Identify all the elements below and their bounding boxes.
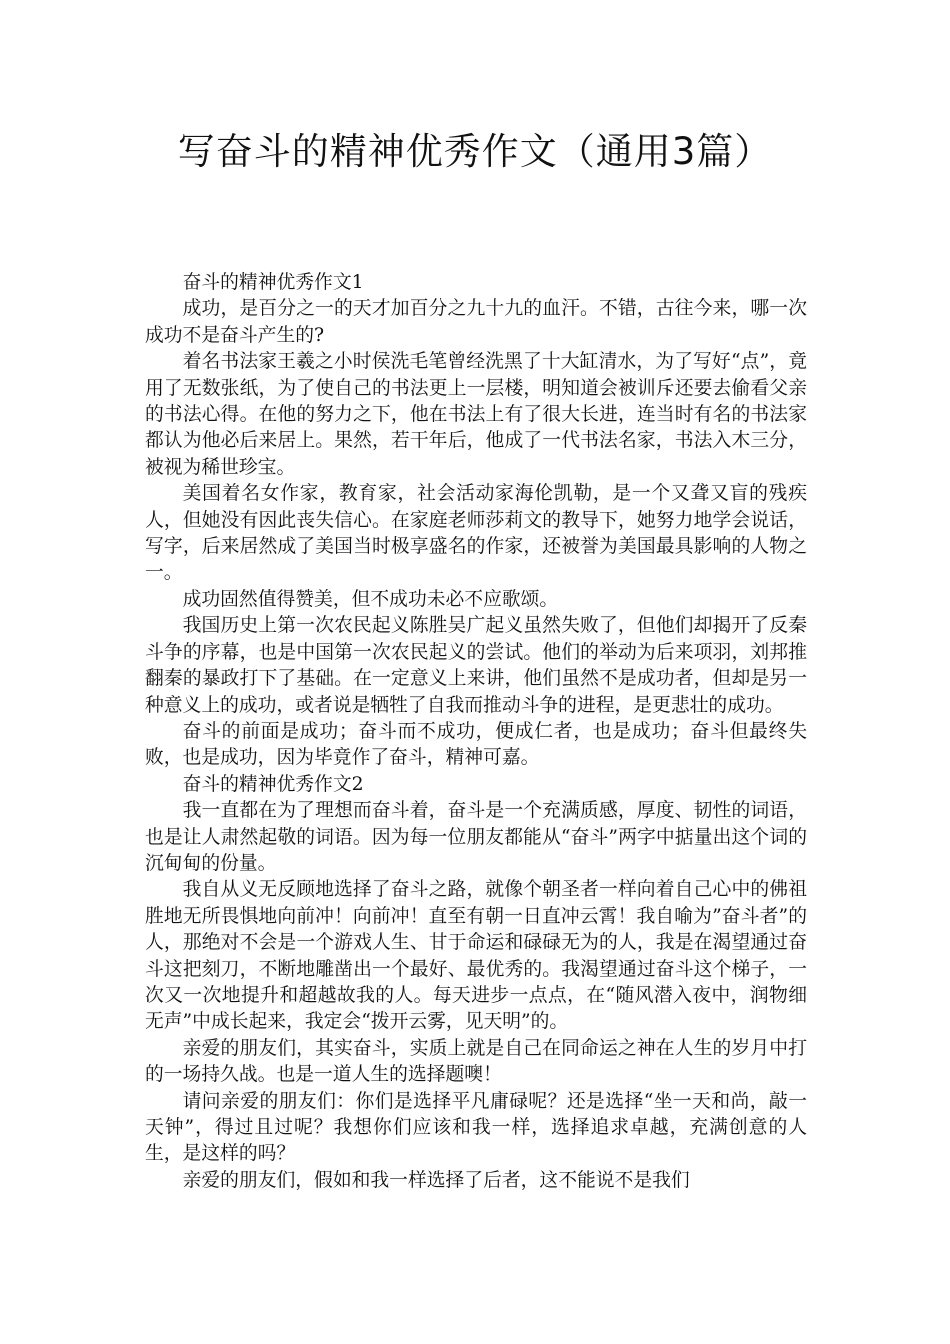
paragraph: 美国着名女作家，教育家，社会活动家海伦凯勒，是一个又聋又盲的残疾人，但她没有因此丧失信心。在家庭老师莎莉文的教导下，她努力地学会说话，写字，后来居然成了美国当时极享盛名的作家，还被誉为美国最具影响的人物之一。: [145, 483, 807, 584]
paragraph: 成功，是百分之一的天才加百分之九十九的血汗。不错，古往今来，哪一次成功不是奋斗产生的?: [145, 298, 807, 346]
paragraph: 我自从义无反顾地选择了奋斗之路，就像个朝圣者一样向着自己心中的佛祖胜地无所畏惧地向前冲！向前冲！直至有朝一日直冲云霄！我自喻为”奋斗者”的人，那绝对不会是一个游戏人生、甘于命运和碌碌无为的人，我是在渴望通过奋斗这把刻刀，不断地雕凿出一个最好、最优秀的。我渴望通过奋斗这个梯子，一次又一次地提升和超越故我的人。每天进步一点点，在“随风潜入夜中，润物细无声”中成长起来，我定会“拨开云雾，见天明”的。: [145, 879, 807, 1033]
paragraph: 成功固然值得赞美，但不成功未必不应歌颂。: [182, 588, 559, 610]
section-heading: 奋斗的精神优秀作文2: [182, 773, 364, 795]
paragraph: 我国历史上第一次农民起义陈胜吴广起义虽然失败了，但他们却揭开了反秦斗争的序幕，也是中国第一次农民起义的尝试。他们的举动为后来项羽，刘邦推翻秦的暴政打下了基础。在一定意义上来讲，他们虽然不是成功者，但却是另一种意义上的成功，或者说是牺牲了自我而推动斗争的进程，是更悲壮的成功。: [145, 615, 807, 716]
document-title: 写奋斗的精神优秀作文（通用3篇）: [177, 130, 773, 173]
section-heading: 奋斗的精神优秀作文1: [182, 272, 364, 293]
paragraph: 亲爱的朋友们，其实奋斗，实质上就是自己在同命运之神在人生的岁月中打的一场持久战。也是一道人生的选择题噢！: [145, 1037, 807, 1086]
paragraph: 我一直都在为了理想而奋斗着，奋斗是一个充满质感，厚度、韧性的词语，也是让人肃然起敬的词语。因为每一位朋友都能从“奋斗”两字中掂量出这个词的沉甸甸的份量。: [145, 800, 807, 874]
document-body: [145, 270, 807, 1194]
paragraph: 着名书法家王羲之小时侯洗毛笔曾经洗黑了十大缸清水，为了写好“点”，竟用了无数张纸，为了使自己的书法更上一层楼，明知道会被训斥还要去偷看父亲的书法心得。在他的努力之下，他在书法上有了很大长进，连当时有名的书法家都认为他必后来居上。果然，若干年后，他成了一代书法名家，书法入木三分，被视为稀世珍宝。: [145, 351, 807, 478]
paragraph: 请问亲爱的朋友们：你们是选择平凡庸碌呢？还是选择“坐一天和尚，敲一天钟”，得过且过呢？我想你们应该和我一样，选择追求卓越，充满创意的人生，是这样的吗？: [145, 1090, 807, 1165]
paragraph: 亲爱的朋友们，假如和我一样选择了后者，这不能说不是我们: [182, 1169, 690, 1191]
paragraph: 奋斗的前面是成功；奋斗而不成功，便成仁者，也是成功；奋斗但最终失败，也是成功，因为毕竟作了奋斗，精神可嘉。: [145, 720, 807, 769]
